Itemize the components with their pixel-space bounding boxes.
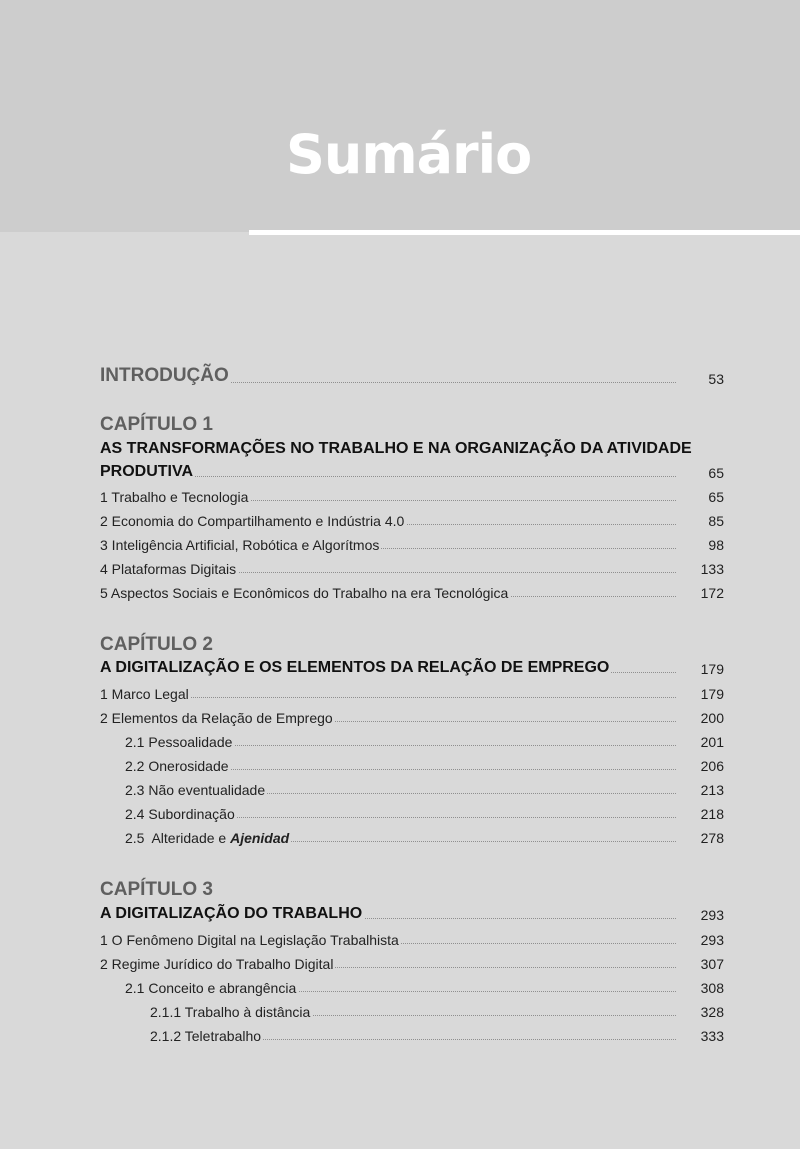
toc-page-number: 200 — [700, 710, 724, 726]
toc-entry-label: 2.4 Subordinação — [125, 806, 235, 822]
toc-page-number: 206 — [700, 758, 724, 774]
page-title: Sumário — [286, 123, 532, 186]
toc-page-number: 308 — [700, 980, 724, 996]
toc-entry[interactable] — [100, 532, 724, 556]
toc-page-number: 328 — [700, 1004, 724, 1020]
toc-entry-label: 2.1 Conceito e abrangência — [125, 980, 297, 996]
toc-entry-label: INTRODUÇÃO — [100, 365, 229, 386]
toc-entry-label: 2.1 Pessoalidade — [125, 734, 233, 750]
toc-page-number: 218 — [700, 806, 724, 822]
toc-entry-label: 1 Trabalho e Tecnologia — [100, 489, 249, 505]
toc-entry[interactable] — [125, 975, 724, 999]
toc-page-number: 278 — [700, 830, 724, 846]
chapter-1-heading: CAPÍTULO 1 — [100, 414, 213, 435]
toc-entry[interactable] — [100, 508, 724, 532]
toc-page-number: 65 — [708, 465, 724, 481]
toc-entry-label-prefix: 2.5 Alteridade e — [125, 830, 231, 846]
toc-entry-chapter-3-title[interactable] — [100, 902, 724, 926]
toc-entry[interactable] — [150, 999, 724, 1023]
toc-entry-label: 4 Plataformas Digitais — [100, 561, 237, 577]
toc-page-number: 98 — [708, 537, 724, 553]
toc-entry-label: PRODUTIVA — [100, 463, 194, 480]
toc-entry-label: 2.1.2 Teletrabalho — [150, 1028, 262, 1044]
toc-entry[interactable] — [100, 681, 724, 705]
toc-page-number: 201 — [700, 734, 724, 750]
toc-entry[interactable] — [125, 801, 724, 825]
toc-entry-label: 1 O Fenômeno Digital na Legislação Trabalhista — [100, 932, 399, 948]
toc-page-number: 307 — [700, 956, 724, 972]
toc-page-number: 333 — [700, 1028, 724, 1044]
toc-entry-label: A DIGITALIZAÇÃO E OS ELEMENTOS DA RELAÇÃO DE EMPREGO — [100, 659, 610, 676]
toc-entry[interactable] — [125, 825, 724, 849]
toc-entry[interactable] — [100, 705, 724, 729]
toc-entry[interactable] — [100, 951, 724, 975]
toc-entry[interactable] — [125, 729, 724, 753]
chapter-3-heading: CAPÍTULO 3 — [100, 879, 213, 900]
toc-entry-label-emphasis: Ajenidad — [230, 830, 290, 846]
toc-page-number: 293 — [700, 907, 724, 923]
toc-entry-chapter-2-title[interactable] — [100, 656, 724, 680]
toc-entry[interactable] — [150, 1023, 724, 1047]
toc-entry-label: 2 Economia do Compartilhamento e Indústria 4.0 — [100, 513, 405, 529]
toc-entry-introducao[interactable] — [100, 366, 724, 390]
toc-entry-label: 2.1.1 Trabalho à distância — [150, 1004, 311, 1020]
toc-entry-label: 3 Inteligência Artificial, Robótica e Algorítmos — [100, 537, 380, 553]
toc-entry[interactable] — [125, 777, 724, 801]
toc-entry[interactable] — [100, 484, 724, 508]
toc-page-number: 293 — [700, 932, 724, 948]
toc-entry-label: 2.2 Onerosidade — [125, 758, 229, 774]
header-band — [0, 0, 800, 232]
toc-page-number: 85 — [708, 513, 724, 529]
toc-entry[interactable] — [125, 753, 724, 777]
toc-entry[interactable] — [100, 927, 724, 951]
toc-page-number: 53 — [708, 371, 724, 387]
chapter-1-title-line1: AS TRANSFORMAÇÕES NO TRABALHO E NA ORGANIZAÇÃO DA ATIVIDADE — [100, 440, 692, 457]
toc-page-number: 213 — [700, 782, 724, 798]
toc-entry-chapter-1-title[interactable] — [100, 460, 724, 484]
toc-entry-label: A DIGITALIZAÇÃO DO TRABALHO — [100, 905, 363, 922]
toc-page-number: 179 — [700, 661, 724, 677]
toc-entry[interactable] — [100, 580, 724, 604]
chapter-2-heading: CAPÍTULO 2 — [100, 634, 213, 655]
toc-entry-label: 1 Marco Legal — [100, 686, 189, 702]
toc-entry-label: 5 Aspectos Sociais e Econômicos do Trabalho na era Tecnológica — [100, 585, 509, 601]
toc-page-number: 179 — [700, 686, 724, 702]
toc-entry-label: 2 Regime Jurídico do Trabalho Digital — [100, 956, 334, 972]
toc-entry-label: 2 Elementos da Relação de Emprego — [100, 710, 333, 726]
toc-entry-label: 2.3 Não eventualidade — [125, 782, 266, 798]
toc-page-number: 172 — [700, 585, 724, 601]
toc-page-number: 65 — [708, 489, 724, 505]
toc-entry-label — [125, 830, 291, 846]
toc-page-number: 133 — [700, 561, 724, 577]
toc-entry[interactable] — [100, 556, 724, 580]
title-rule — [249, 230, 800, 235]
